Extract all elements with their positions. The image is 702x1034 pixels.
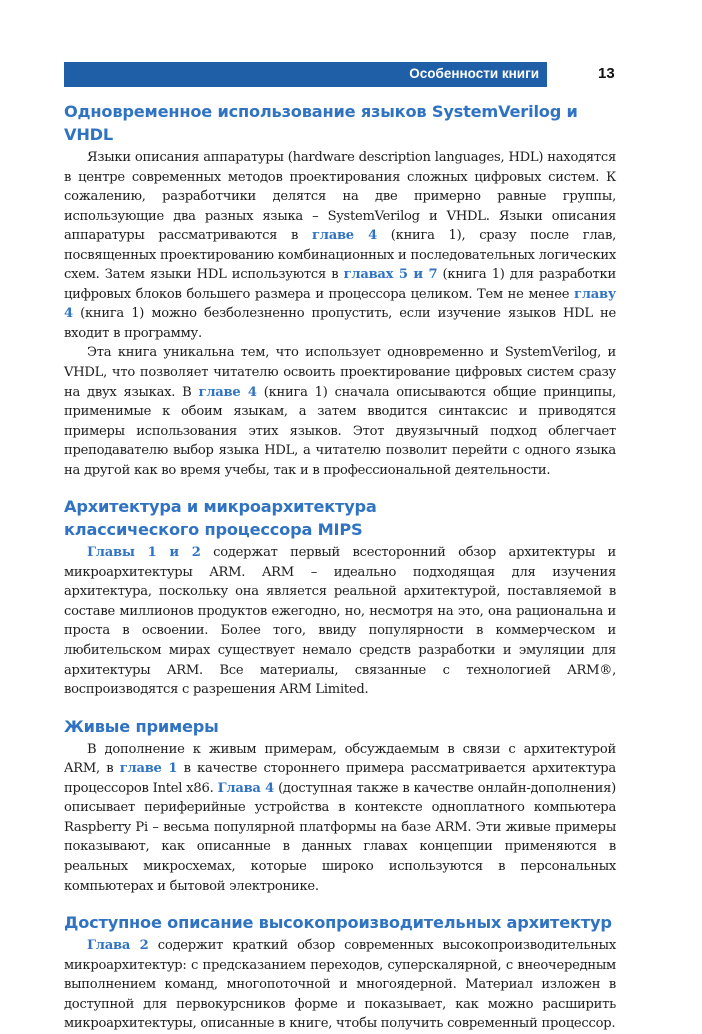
paragraph [64, 936, 616, 1034]
section-mips [64, 495, 616, 699]
body-text: Языки описания аппаратуры (hardware description languages, HDL) находятся в центре современных методов проектирования сложных цифровых систем. К сожалению, разработчики делятся на две примерно равные группы, использующие два разных языка – SystemVerilog и VHDL. Языки описания аппаратуры рассматриваются в [64, 150, 616, 244]
section-title: Архитектура и микроархитектура классического процессора MIPS [64, 497, 377, 540]
body-text: содержат первый всесторонний обзор архитектуры и микроархитектуры ARM. ARM – идеально подходящая для изучения архитектура, поскольку она является реальной архитектурой, поставляемой в составе миллионов продуктов ежегодно, но, несмотря на это, она рациональна и проста в освоении. Более того, ввиду популярности в коммерческом и любительском мирах существует немало средств разработки и эмуляции для архитектуры ARM. Все материалы, связанные с технологией ARM®, воспроизводятся с разрешения ARM Limited. [64, 545, 616, 698]
body-text: (книга 1) можно безболезненно пропустить, если изучение языков HDL не входит в программу. [64, 306, 616, 341]
section-title: Живые примеры [64, 716, 219, 736]
chapter-reference: Глава 2 [87, 938, 149, 954]
body-text: В дополнение к живым примерам, обсуждаемым в связи с архитектурой ARM, в [64, 741, 616, 777]
chapter-reference: главах 5 и 7 [343, 267, 438, 283]
paragraph [64, 740, 616, 896]
page-number: 13 [598, 65, 615, 82]
chapter-reference: Главы 1 и 2 [87, 545, 201, 561]
paragraph [64, 543, 616, 699]
chapter-reference: главе 4 [198, 384, 257, 400]
chapter-reference: Глава 4 [217, 780, 274, 796]
paragraph [64, 343, 616, 480]
chapter-reference: главу 4 [64, 286, 616, 322]
section-title: Одновременное использование языков SystemVerilog и VHDL [64, 102, 578, 144]
chapter-reference: главе 4 [311, 228, 377, 244]
running-title: Особенности книги [409, 66, 539, 81]
body-text: в качестве стороннего примера рассматривается архитектура процессоров Intel x86. [64, 761, 616, 796]
running-header-bar [64, 62, 547, 87]
chapter-reference: главе 1 [119, 761, 178, 777]
section-live-examples [64, 715, 616, 896]
body-text: содержит краткий обзор современных высокопроизводительных микроархитектур: с предсказанием переходов, суперскалярной, с внеочередным выполнением команд, многопоточной и многоядерной. Материал изложен в доступной для первокурсников форме и показывает, как можно расширить микроархитектуры, описанные в книге, чтобы получить современный процессор. [64, 938, 616, 1032]
page-content [64, 100, 616, 1034]
body-text: (доступная также в качестве онлайн-дополнения) описывает периферийные устройства в контексте одноплатного компьютера Raspberry Pi – весьма популярной платформы на базе ARM. Эти живые примеры показывают, как описанные в данных главах концепции применяются в реальных микросхемах, которые широко используются в персональных компьютерах и бытовой электронике. [64, 780, 616, 894]
section-high-performance [64, 911, 616, 1034]
body-text: Эта книга уникальна тем, что использует одновременно и SystemVerilog, и VHDL, что позволяет читателю освоить проектирование цифровых систем сразу на двух языках. В [64, 345, 616, 400]
section-hdl [64, 100, 616, 480]
body-text: (книга 1) для разработки цифровых блоков большего размера и процессора целиком. Тем не менее [64, 267, 616, 302]
body-text: (книга 1) сначала описываются общие принципы, применимые к обоим языкам, а затем вводится синтаксис и приводятся примеры использования этих языков. Этот двуязычный подход облегчает преподавателю выбор языка HDL, а читателю позволит перейти с одного языка на другой как во время учебы, так и в профессиональной деятельности. [64, 384, 616, 478]
body-text: (книга 1), сразу после глав, посвященных проектированию комбинационных и последовательных логических схем. Затем языки HDL используются в [64, 228, 616, 283]
section-title: Доступное описание высокопроизводительных архитектур [64, 913, 612, 933]
paragraph [64, 148, 616, 343]
